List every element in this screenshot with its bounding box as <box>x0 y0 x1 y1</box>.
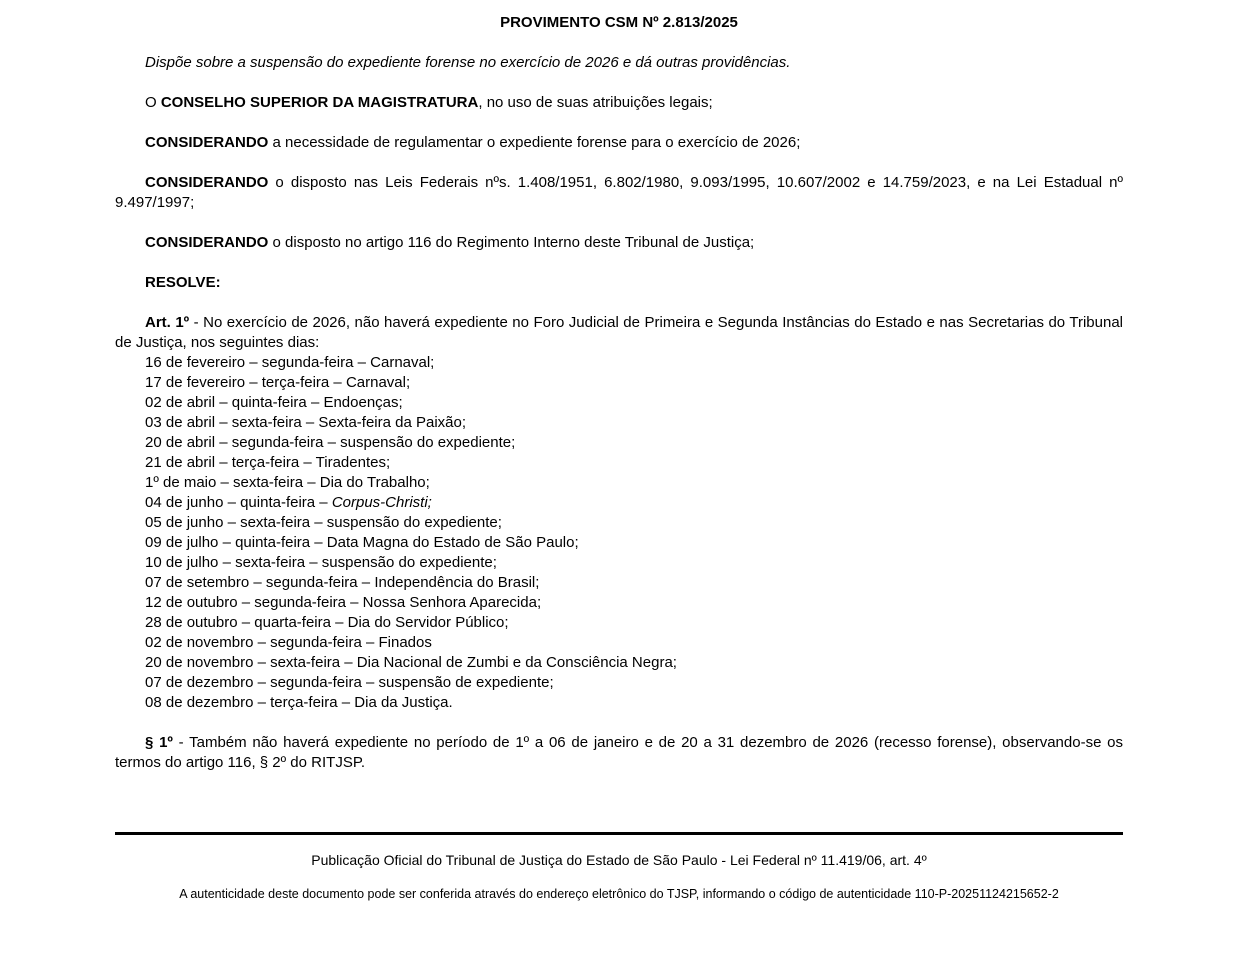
holiday-text: 20 de novembro – sexta-feira – Dia Nacional de Zumbi e da Consciência Negra; <box>145 654 677 671</box>
holiday-text: 04 de junho – quinta-feira – <box>145 494 332 511</box>
holiday-text: 02 de abril – quinta-feira – Endoenças; <box>145 394 403 411</box>
holiday-item <box>115 533 1123 553</box>
holiday-observance-italic: Corpus-Christi; <box>331 494 432 511</box>
considerando-3 <box>115 233 1123 253</box>
holiday-item <box>115 473 1123 493</box>
holiday-text: 03 de abril – sexta-feira – Sexta-feira da Paixão; <box>145 414 467 431</box>
paragraph-1-text: - Também não haverá expediente no período de 1º a 06 de janeiro e de 20 a 31 dezembro de 2026 (recesso forense), observando-se os termos do artigo 116, § 2º do RITJSP. <box>115 734 1123 771</box>
considerando-2-text: o disposto nas Leis Federais nºs. 1.408/1951, 6.802/1980, 9.093/1995, 10.607/2002 e 14.759/2023, e na Lei Estadual nº 9.497/1997; <box>115 174 1123 211</box>
preamble-prefix: O <box>145 94 161 111</box>
considerando-1-keyword: CONSIDERANDO <box>145 134 269 151</box>
paragraph-1-number: § 1º <box>145 734 173 751</box>
holiday-item <box>115 413 1123 433</box>
considerando-1 <box>115 133 1123 153</box>
holiday-text: 07 de setembro – segunda-feira – Independência do Brasil; <box>145 574 540 591</box>
holiday-text: 05 de junho – sexta-feira – suspensão do expediente; <box>145 514 502 531</box>
holiday-text: 21 de abril – terça-feira – Tiradentes; <box>145 454 391 471</box>
paragraph-1 <box>115 733 1123 773</box>
holiday-text: 28 de outubro – quarta-feira – Dia do Servidor Público; <box>145 614 509 631</box>
ementa: Dispõe sobre a suspensão do expediente forense no exercício de 2026 e dá outras providências. <box>145 54 791 71</box>
article-1 <box>115 313 1123 353</box>
holiday-text: 07 de dezembro – segunda-feira – suspensão de expediente; <box>145 674 554 691</box>
holiday-text: 1º de maio – sexta-feira – Dia do Trabalho; <box>145 474 430 491</box>
holiday-item <box>115 373 1123 393</box>
preamble-suffix: , no uso de suas atribuições legais; <box>478 94 713 111</box>
holiday-item <box>115 693 1123 713</box>
article-1-text: - No exercício de 2026, não haverá expediente no Foro Judicial de Primeira e Segunda Instâncias do Estado e nas Secretarias do Tribunal de Justiça, nos seguintes dias: <box>115 314 1124 351</box>
holiday-item <box>115 673 1123 693</box>
considerando-3-keyword: CONSIDERANDO <box>145 234 269 251</box>
considerando-2 <box>115 173 1123 213</box>
resolve-label: RESOLVE: <box>145 274 221 291</box>
holiday-text: 12 de outubro – segunda-feira – Nossa Senhora Aparecida; <box>145 594 542 611</box>
footer-publication: Publicação Oficial do Tribunal de Justiça do Estado de São Paulo - Lei Federal nº 11.419/06, art. 4º <box>311 852 927 868</box>
holiday-text: 02 de novembro – segunda-feira – Finados <box>145 634 432 651</box>
holiday-text: 17 de fevereiro – terça-feira – Carnaval; <box>145 374 411 391</box>
holiday-item <box>115 633 1123 653</box>
considerando-2-keyword: CONSIDERANDO <box>145 174 269 191</box>
preamble-entity: CONSELHO SUPERIOR DA MAGISTRATURA <box>160 94 479 111</box>
holiday-text: 08 de dezembro – terça-feira – Dia da Justiça. <box>145 694 453 711</box>
considerando-3-text: o disposto no artigo 116 do Regimento Interno deste Tribunal de Justiça; <box>268 234 755 251</box>
article-1-number: Art. 1º <box>145 314 190 331</box>
considerando-1-text: a necessidade de regulamentar o expediente forense para o exercício de 2026; <box>268 134 801 151</box>
holiday-item <box>115 453 1123 473</box>
holiday-item <box>115 513 1123 533</box>
holiday-text: 20 de abril – segunda-feira – suspensão do expediente; <box>145 434 516 451</box>
holiday-text: 10 de julho – sexta-feira – suspensão do expediente; <box>145 554 497 571</box>
holiday-item <box>115 593 1123 613</box>
holiday-item <box>115 393 1123 413</box>
holiday-text: 16 de fevereiro – segunda-feira – Carnaval; <box>145 354 435 371</box>
preamble <box>115 93 1123 113</box>
holiday-item <box>115 573 1123 593</box>
holiday-item <box>115 433 1123 453</box>
holiday-item <box>115 493 1123 513</box>
holiday-item <box>115 613 1123 633</box>
holiday-item <box>115 353 1123 373</box>
holiday-text: 09 de julho – quinta-feira – Data Magna do Estado de São Paulo; <box>145 534 579 551</box>
footer-divider <box>115 832 1123 835</box>
footer-authenticity: A autenticidade deste documento pode ser conferida através do endereço eletrônico do TJSP, informando o código de autenticidade 110-P-20251124215652-2 <box>179 887 1059 901</box>
holiday-item <box>115 653 1123 673</box>
page-title: PROVIMENTO CSM Nº 2.813/2025 <box>500 14 738 31</box>
holiday-list <box>115 353 1123 713</box>
holiday-item <box>115 553 1123 573</box>
